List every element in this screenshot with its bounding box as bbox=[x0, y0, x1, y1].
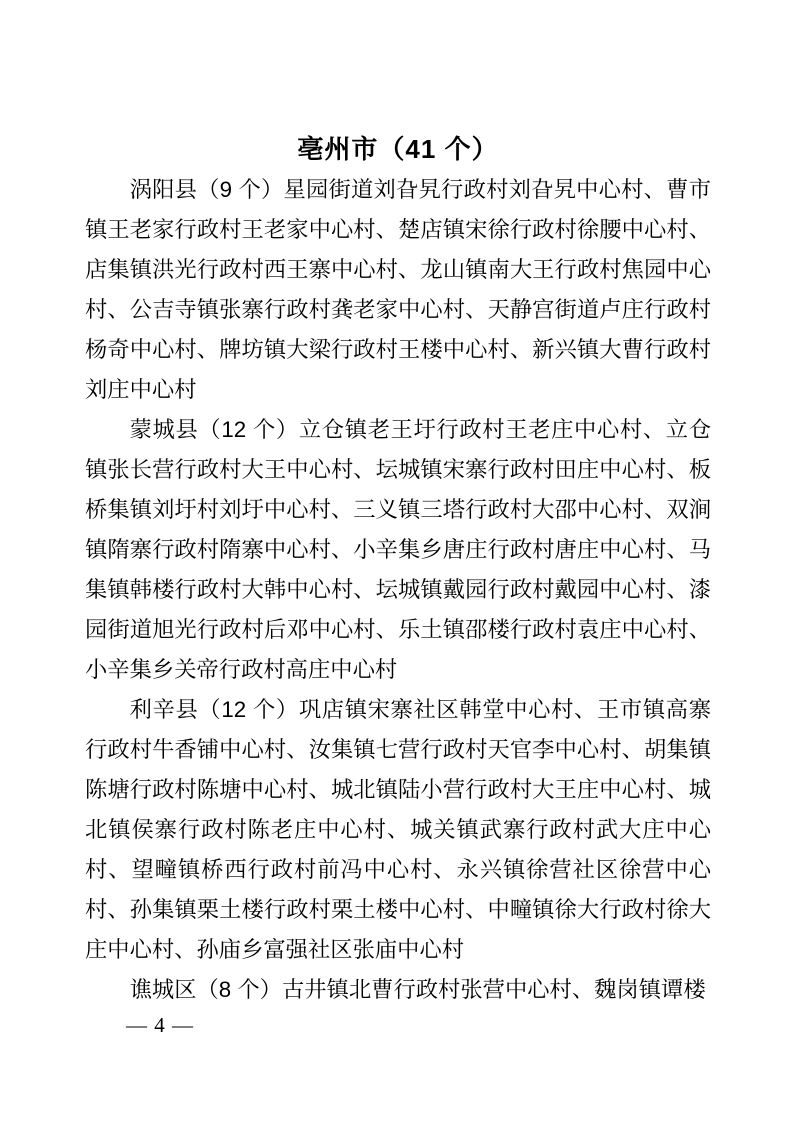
document-body bbox=[85, 131, 711, 1010]
paragraph-mengcheng-county: 蒙城县（12 个）立仓镇老王圩行政村王老庄中心村、立仓镇张长营行政村大王中心村、坛城镇宋寨行政村田庄中心村、板桥集镇刘圩村刘圩中心村、三义镇三塔行政村大邵中心村、双涧镇隋寨行政村隋寨中心村、小辛集乡唐庄行政村唐庄中心村、马集镇韩楼行政村大韩中心村、坛城镇戴园行政村戴园中心村、漆园街道旭光行政村后邓中心村、乐土镇邵楼行政村袁庄中心村、小辛集乡关帝行政村高庄中心村 bbox=[85, 417, 711, 682]
paragraph-guoyang-county: 涡阳县（9 个）星园街道刘旮旯行政村刘旮旯中心村、曹市镇王老家行政村王老家中心村、楚店镇宋徐行政村徐腰中心村、店集镇洪光行政村西王寨中心村、龙山镇南大王行政村焦园中心村、公吉寺镇张寨行政村龚老家中心村、天静宫街道卢庄行政村杨奇中心村、牌坊镇大梁行政村王楼中心村、新兴镇大曹行政村刘庄中心村 bbox=[85, 177, 711, 402]
section-title-bozhou: 亳州市（41 个） bbox=[297, 134, 499, 164]
paragraph-qiaocheng-district: 谯城区（8 个）古井镇北曹行政村张营中心村、魏岗镇谭楼 bbox=[129, 977, 706, 1002]
page-number: — 4 — bbox=[126, 1013, 194, 1037]
paragraph-lixin-county: 利辛县（12 个）巩店镇宋寨社区韩堂中心村、王市镇高寨行政村牛香铺中心村、汝集镇七营行政村天官李中心村、胡集镇陈塘行政村陈塘中心村、城北镇陆小营行政村大王庄中心村、城北镇侯寨行政村陈老庄中心村、城关镇武寨行政村武大庄中心村、望疃镇桥西行政村前冯中心村、永兴镇徐营社区徐营中心村、孙集镇栗土楼行政村栗土楼中心村、中疃镇徐大行政村徐大庄中心村、孙庙乡富强社区张庙中心村 bbox=[85, 697, 711, 962]
